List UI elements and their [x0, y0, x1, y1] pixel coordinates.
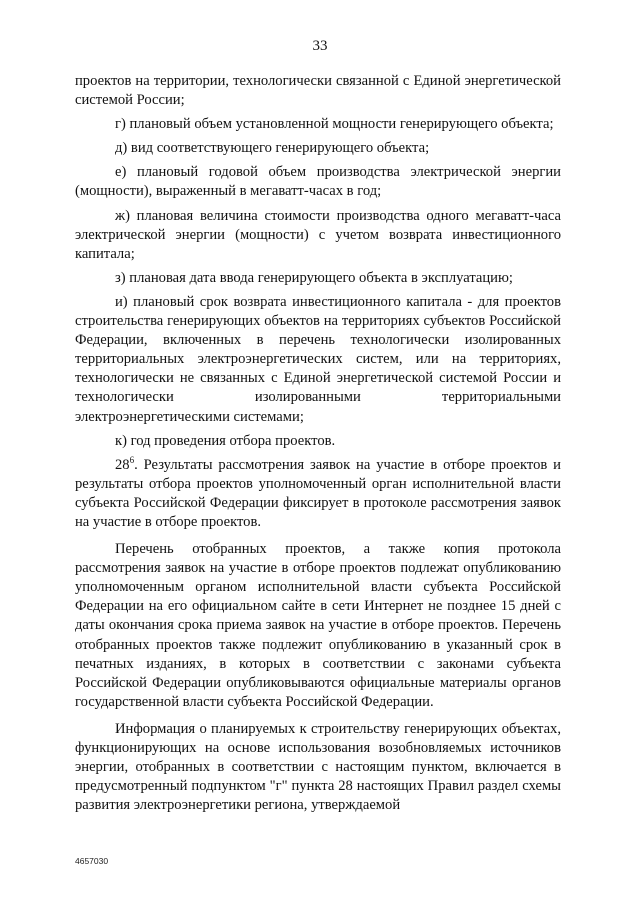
- list-item-z: з) плановая дата ввода генерирующего объекта в эксплуатацию;: [115, 269, 513, 286]
- paragraph-publication: Перечень отобранных проектов, а также копия протокола рассмотрения заявок на участие в отборе проектов подлежат опубликованию уполномоченным органом исполнительной власти субъекта Российской Федерации на его официальном сайте в сети Интернет не позднее 15 дней с даты окончания срока приема заявок на участие в отборе проектов. Перечень отобранных проектов также подлежит опубликованию в указанный срок в печатных изданиях, в которых в соответствии с законами субъекта Российской Федерации опубликовываются официальные материалы органов государственной власти субъекта Российской Федерации.: [75, 541, 561, 710]
- list-item-g: г) плановый объем установленной мощности генерирующего объекта;: [115, 116, 554, 133]
- list-item-k: к) год проведения отбора проектов.: [115, 432, 336, 449]
- paragraph-information: Информация о планируемых к строительству генерирующих объектах, функционирующих на основе использования возобновляемых источников энергии, отобранных в соответствии с настоящим пунктом, включается в предусмотренный подпунктом "г" пункта 28 настоящих Правил раздел схемы развития электроэнергетики региона, утверждаемой: [75, 720, 561, 814]
- page-number: 33: [312, 38, 328, 54]
- list-item-zh: ж) плановая величина стоимости производства одного мегаватт-часа электрической энергии (мощности) с учетом возврата инвестиционного капитала;: [75, 207, 561, 262]
- clause-28-6: [75, 456, 561, 532]
- document-body: [75, 72, 561, 815]
- list-item-d: д) вид соответствующего генерирующего объекта;: [115, 140, 430, 157]
- list-item-i: и) плановый срок возврата инвестиционного капитала - для проектов строительства генерирующих объектов на территориях субъектов Российской Федерации, включенных в перечень технологически изолированных территориальных электроэнергетических систем, или на территориях, технологически не связанных с Единой энергетической системой России и технологически изолированными территориальными электроэнергетическими системами;: [75, 293, 561, 425]
- clause-superscript: 6: [129, 454, 135, 465]
- clause-number: 28: [115, 456, 130, 473]
- list-item-e: е) плановый годовой объем производства электрической энергии (мощности), выраженный в мегаватт-часах в год;: [75, 164, 561, 200]
- paragraph-continuation: проектов на территории, технологически связанной с Единой энергетической системой России;: [75, 73, 561, 109]
- document-code: 4657030: [75, 856, 109, 866]
- clause-text: . Результаты рассмотрения заявок на участие в отборе проектов и результаты отбора проектов уполномоченный орган исполнительной власти субъекта Российской Федерации фиксирует в протоколе рассмотрения заявок на участие в отборе проектов.: [75, 456, 561, 530]
